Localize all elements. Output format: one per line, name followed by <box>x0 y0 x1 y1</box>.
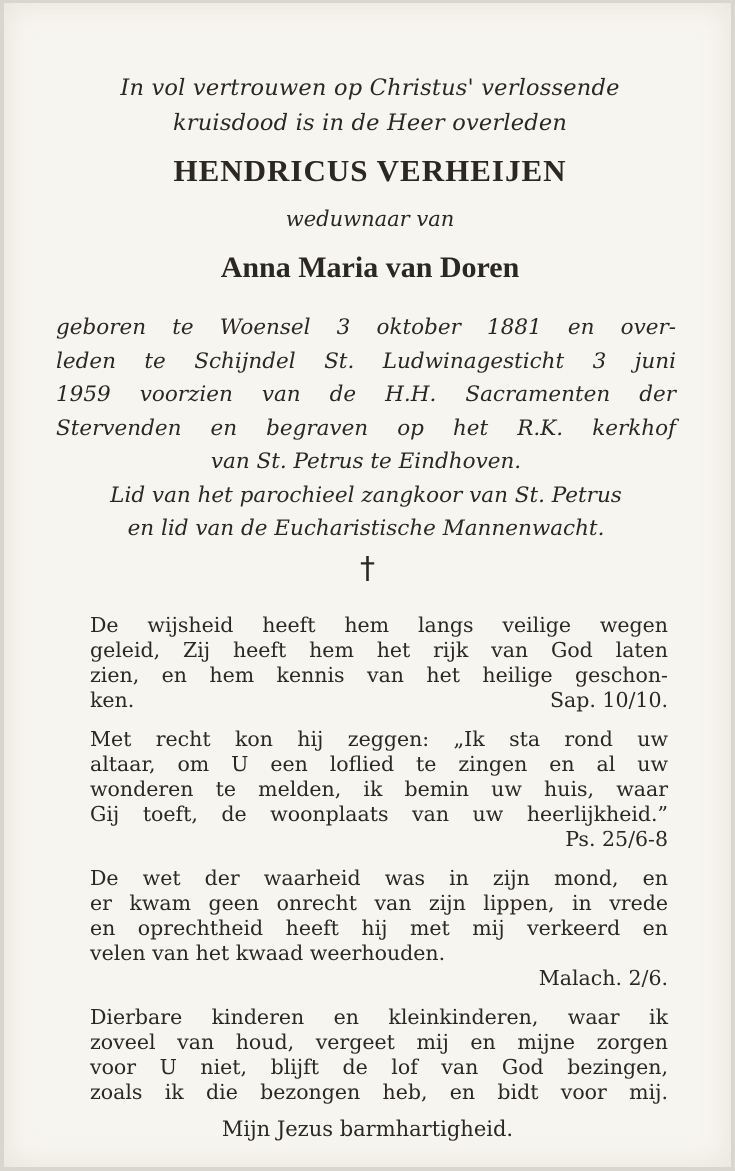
closing-prayer: Mijn Jezus barmhartigheid. <box>221 1117 514 1141</box>
verse-reference: Malach. 2/6. <box>538 966 668 990</box>
bio-line: van St. Petrus te Eindhoven. <box>210 449 522 474</box>
verse-4 <box>90 1005 668 1105</box>
intro-line: kruisdood is in de Heer overleden <box>172 110 568 136</box>
verse-line: De wet der waarheid was in zijn mond, en <box>90 866 668 890</box>
bio-line: geboren te Woensel 3 oktober 1881 en over- <box>56 315 676 340</box>
verse-line: Gij toeft, de woonplaats van uw heerlijkheid.” <box>90 802 668 826</box>
verse-line: er kwam geen onrecht van zijn lippen, in vrede <box>90 891 668 915</box>
verses <box>90 613 668 1119</box>
verse-line: zoveel van houd, vergeet mij en mijne zorgen <box>90 1030 668 1054</box>
verse-2 <box>90 727 668 852</box>
verse-line: voor U niet, blijft de lof van God bezingen, <box>90 1055 668 1079</box>
verse-line: velen van het kwaad weerhouden. <box>90 941 446 965</box>
verse-line: en oprechtheid heeft hij met mij verkeerd en <box>90 916 668 940</box>
verse-line: altaar, om U een loflied te zingen en al uw <box>90 752 668 776</box>
verse-line: wonderen te melden, ik bemin uw huis, waar <box>90 777 668 801</box>
verse-line: ken. <box>90 688 135 712</box>
verse-1 <box>90 613 668 713</box>
deceased-name: HENDRICUS VERHEIJEN <box>173 153 567 188</box>
cross-icon: † <box>360 551 375 586</box>
verse-line: zien, en hem kennis van het heilige geschon- <box>90 663 668 687</box>
bio-line: 1959 voorzien van de H.H. Sacramenten der <box>56 382 676 407</box>
verse-last-row <box>90 688 668 713</box>
verse-line: zoals ik die bezongen heb, en bidt voor mij. <box>90 1080 668 1104</box>
verse-reference: Ps. 25/6-8 <box>565 827 668 851</box>
verse-line: geleid, Zij heeft hem het rijk van God laten <box>90 638 668 662</box>
intro-line: In vol vertrouwen op Christus' verlossende <box>120 75 620 101</box>
verse-line: Dierbare kinderen en kleinkinderen, waar ik <box>90 1005 668 1029</box>
spouse-name: Anna Maria van Doren <box>220 251 520 284</box>
bio-line: en lid van de Eucharistische Mannenwacht. <box>127 516 605 541</box>
verse-line: Met recht kon hij zeggen: „Ik sta rond uw <box>90 727 668 751</box>
verse-reference: Sap. 10/10. <box>549 688 668 712</box>
verse-3 <box>90 866 668 991</box>
biography <box>56 311 676 546</box>
widower-of-label: weduwnaar van <box>285 207 455 231</box>
intro-text <box>44 71 696 141</box>
bio-line: Stervenden en begraven op het R.K. kerkhof <box>56 415 676 441</box>
verse-line: De wijsheid heeft hem langs veilige wegen <box>90 613 668 637</box>
memorial-card <box>4 3 731 1167</box>
bio-line: Lid van het parochieel zangkoor van St. Petrus <box>110 482 622 508</box>
bio-line: leden te Schijndel St. Ludwinagesticht 3 juni <box>56 348 676 374</box>
